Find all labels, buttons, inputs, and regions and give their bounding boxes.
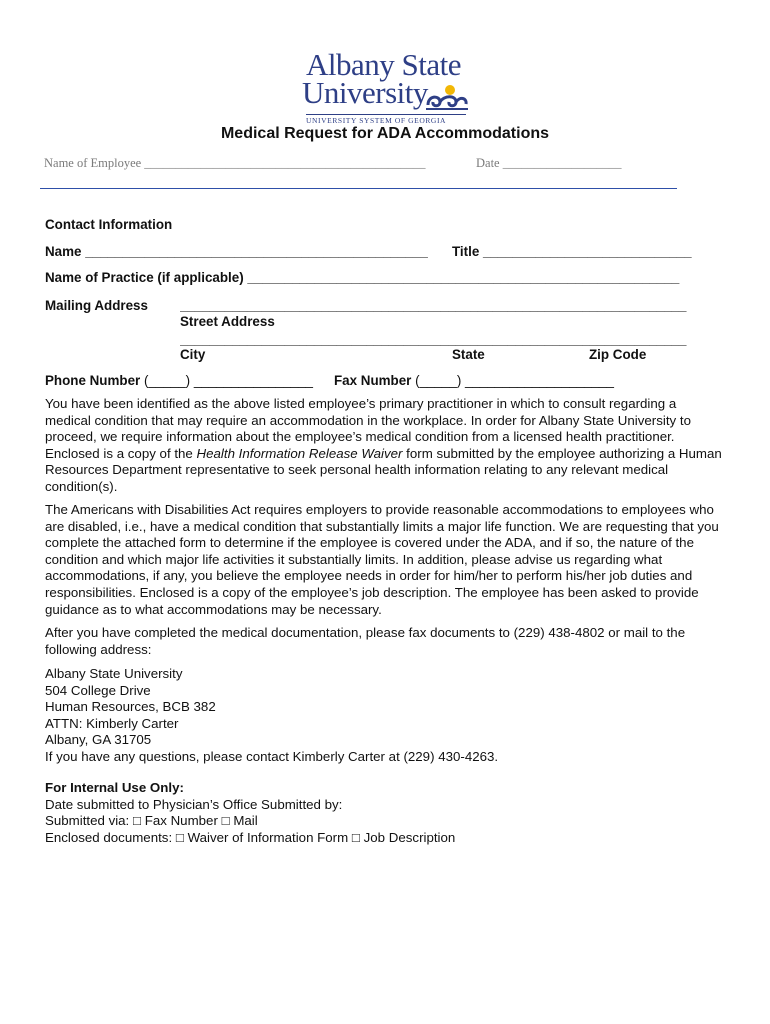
address-line: Human Resources, BCB 382 <box>45 699 216 715</box>
enclosed-documents-row <box>45 830 455 847</box>
fax-option-label: Fax Number <box>144 813 218 829</box>
phone-number-blank[interactable]: (_____) ________________ <box>143 373 313 388</box>
contact-heading: Contact Information <box>45 217 173 232</box>
job-description-option-label: Job Description <box>363 829 456 845</box>
enclosed-documents-label: Enclosed documents: <box>45 829 173 845</box>
name-field[interactable]: Name ______________________________________________ <box>45 244 428 259</box>
phone-number-label: Phone Number <box>45 373 141 388</box>
employee-name-field[interactable]: Name of Employee _____________________________________________ <box>44 156 426 170</box>
paragraph-practitioner <box>45 396 725 496</box>
mail-option-label: Mail <box>233 813 258 829</box>
logo-wordmark-line2: University <box>302 75 428 110</box>
street-address-label: Street Address <box>180 314 275 329</box>
paragraph-text: The Americans with Disabilities Act requires employers to provide reasonable accommodations to employees who are disabled, i.e., have a medical condition that substantially limits a major life function. We are requesting that you complete the attached form to determine if the employee is covered under the ADA, and if so, the nature of the condition and which major life activities it substantially limits. In addition, please advise us regarding what accommodations, if any, you believe the employee needs in order for him/her to perform his/her job duties and responsibilities. Enclosed is a copy of the employee’s job description. The employee has been asked to provide guidance as to what accommodations may be necessary. <box>45 502 719 617</box>
street-address-field[interactable]: ____________________________________________________________________ <box>180 298 687 313</box>
logo-subtitle: UNIVERSITY SYSTEM OF GEORGIA <box>306 114 466 125</box>
date-submitted-line: Date submitted to Physician’s Office Submitted by: <box>45 796 343 812</box>
title-field[interactable]: Title ____________________________ <box>452 244 692 259</box>
university-logo <box>302 48 472 128</box>
address-line: ATTN: Kimberly Carter <box>45 715 179 731</box>
page-title: Medical Request for ADA Accommodations <box>220 125 550 142</box>
paragraph-text: form submitted by the employee authorizing a Human Resources Department representative to seek personal health information relating to any relevant medical condition(s). <box>45 445 722 494</box>
waiver-checkbox[interactable]: □ <box>175 829 184 845</box>
job-description-checkbox[interactable]: □ <box>351 829 360 845</box>
waiver-option-label: Waiver of Information Form <box>187 829 349 845</box>
internal-use-section <box>45 780 455 846</box>
paragraph-text: After you have completed the medical documentation, please fax documents to (229) 438-4802 or mail to the following address: <box>45 625 686 657</box>
address-line: Albany, GA 31705 <box>45 732 152 748</box>
paragraph-text: You have been identified as the above listed employee’s primary practitioner in which to consult regarding a medical condition that may require an accommodation in the workplace. In order for Albany State University to proceed, we require information about the employee’s medical condition from a licensed health practitioner. Enclosed is a copy of the <box>45 396 691 461</box>
divider <box>40 188 677 189</box>
mail-checkbox[interactable]: □ <box>221 813 230 829</box>
logo-wordmark-line1: Albany State <box>306 47 461 82</box>
paragraph-ada <box>45 502 725 618</box>
state-label: State <box>452 347 485 362</box>
address-line: 504 College Drive <box>45 682 151 698</box>
submitted-via-row <box>45 813 455 830</box>
ram-horns-icon <box>426 85 468 111</box>
zip-code-label: Zip Code <box>589 347 647 362</box>
city-label: City <box>180 347 206 362</box>
contact-note: If you have any questions, please contact Kimberly Carter at (229) 430-4263. <box>45 748 499 764</box>
phone-number-field[interactable] <box>45 372 313 389</box>
city-state-zip-field[interactable]: ____________________________________________________________________ <box>180 332 687 347</box>
mailing-address-label: Mailing Address <box>45 298 148 313</box>
waiver-form-name: Health Information Release Waiver <box>196 445 403 461</box>
paragraph-instructions <box>45 625 725 658</box>
practice-name-field[interactable]: Name of Practice (if applicable) __________________________________________________________ <box>45 270 680 285</box>
internal-use-heading: For Internal Use Only: <box>45 780 184 795</box>
mailing-address-block <box>45 666 498 766</box>
date-field[interactable]: Date ___________________ <box>476 156 622 170</box>
submitted-via-label: Submitted via: <box>45 813 130 829</box>
address-line: Albany State University <box>45 666 183 681</box>
fax-number-field[interactable] <box>334 372 614 389</box>
fax-number-blank[interactable]: (_____) ____________________ <box>415 373 614 388</box>
fax-checkbox[interactable]: □ <box>132 813 142 829</box>
fax-number-label: Fax Number <box>334 373 412 388</box>
